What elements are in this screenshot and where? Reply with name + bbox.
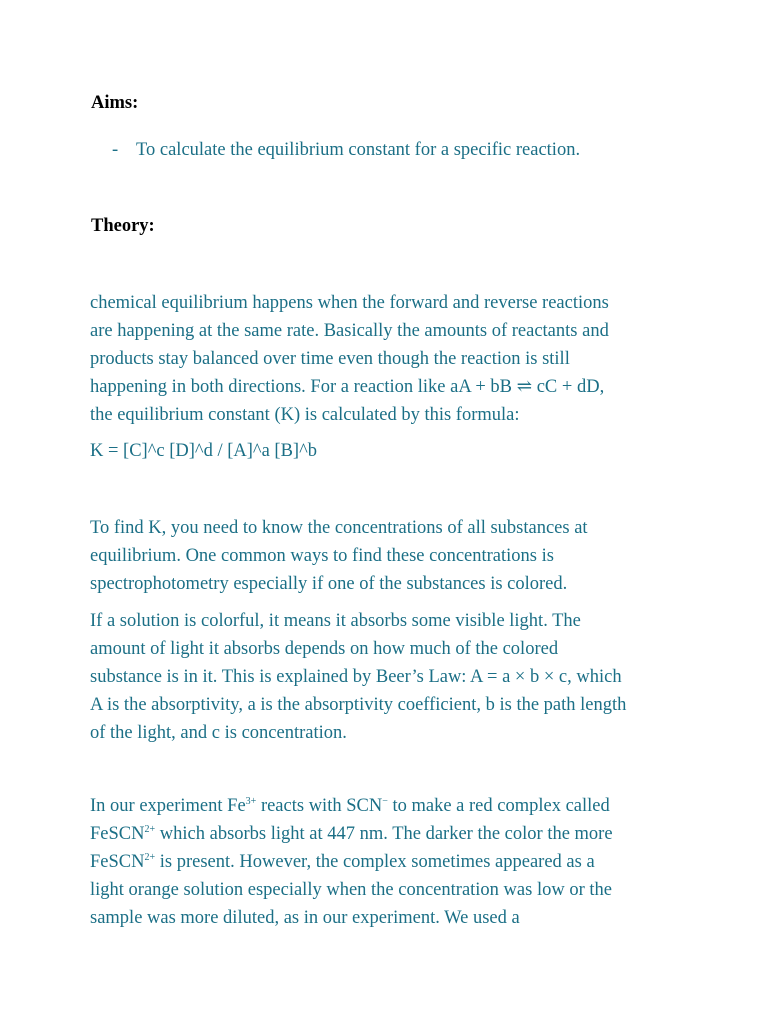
text-fragment: FeSCN xyxy=(90,852,145,872)
text-line: are happening at the same rate. Basically the amounts of reactants and xyxy=(90,321,609,341)
text-line: substance is in it. This is explained by Beer’s Law: A = a × b × c, which xyxy=(90,667,622,687)
text-line: happening in both directions. For a reaction like aA + bB ⇌ cC + dD, xyxy=(90,377,605,397)
text-line: light orange solution especially when the concentration was low or the xyxy=(90,880,612,900)
charge-superscript: 3+ xyxy=(245,796,257,807)
text-fragment: to make a red complex called xyxy=(387,796,610,816)
text-fragment: reacts with SCN xyxy=(256,796,383,816)
text-line: amount of light it absorbs depends on how much of the colored xyxy=(90,639,559,659)
text-fragment: In our experiment Fe xyxy=(90,796,246,816)
text-line xyxy=(90,792,690,820)
text-line: To find K, you need to know the concentrations of all substances at xyxy=(90,518,588,538)
text-fragment: is present. However, the complex sometimes appeared as a xyxy=(155,852,595,872)
equilibrium-formula xyxy=(90,437,690,465)
aims-item-text: To calculate the equilibrium constant for a specific reaction. xyxy=(136,140,581,160)
text-line: chemical equilibrium happens when the forward and reverse reactions xyxy=(90,293,609,313)
theory-paragraph-equilibrium xyxy=(90,289,690,429)
charge-superscript: 2+ xyxy=(144,824,156,835)
text-line xyxy=(90,848,690,876)
text-line: spectrophotometry especially if one of the substances is colored. xyxy=(90,574,568,594)
text-line: the equilibrium constant (K) is calculated by this formula: xyxy=(90,405,520,425)
aims-list-item xyxy=(112,140,580,161)
theory-paragraph-find-k xyxy=(90,514,690,598)
theory-paragraph-experiment xyxy=(90,792,690,932)
text-line: equilibrium. One common ways to find these concentrations is xyxy=(90,546,554,566)
bullet-dash: - xyxy=(112,140,119,160)
text-fragment: which absorbs light at 447 nm. The darker the color the more xyxy=(155,824,613,844)
text-line xyxy=(90,820,690,848)
text-line: A is the absorptivity, a is the absorptivity coefficient, b is the path length xyxy=(90,695,627,715)
text-fragment: FeSCN xyxy=(90,824,145,844)
theory-heading: Theory: xyxy=(91,216,155,236)
aims-heading: Aims: xyxy=(91,93,139,113)
text-line: of the light, and c is concentration. xyxy=(90,723,347,743)
formula-text: K = [C]^c [D]^d / [A]^a [B]^b xyxy=(90,441,318,461)
text-line: sample was more diluted, as in our experiment. We used a xyxy=(90,908,520,928)
charge-superscript: − xyxy=(382,796,388,807)
text-line: products stay balanced over time even though the reaction is still xyxy=(90,349,570,369)
text-line: If a solution is colorful, it means it absorbs some visible light. The xyxy=(90,611,581,631)
theory-paragraph-beers-law xyxy=(90,607,690,747)
charge-superscript: 2+ xyxy=(144,852,156,863)
